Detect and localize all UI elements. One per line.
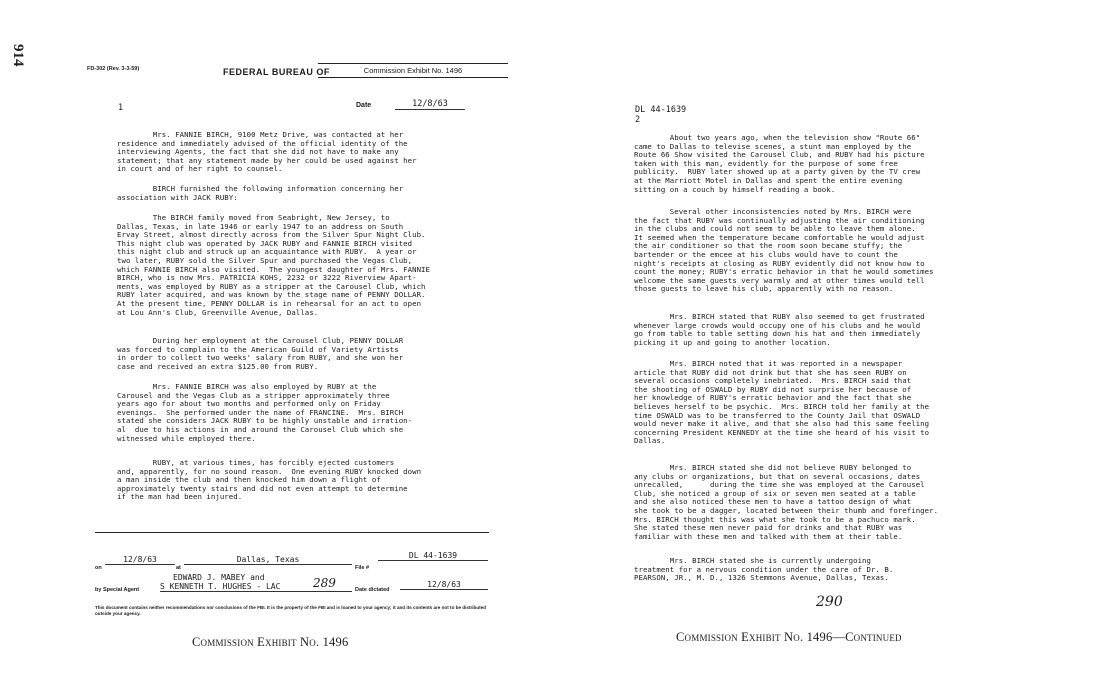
on-label: on — [95, 565, 102, 571]
right-file-number: DL 44-1639 — [635, 105, 687, 115]
exhibit-stamp: Commission Exhibit No. 1496 — [318, 63, 508, 78]
agents-line-2: S KENNETH T. HUGHES - LAC — [160, 582, 352, 592]
right-paragraph: About two years ago, when the television show "Route 66" came to Dallas to televise scenes, a stunt man employed by the Route 66 Show visited the Carousel Club, and RUBY had his picture taken with this man, evidently for the purpose of some free publicity. RUBY later showed up at a party given by the TV crew at the Marriott Motel in Dallas and spent the entire evening sitting on a couch by himself reading a book. — [634, 133, 925, 194]
right-paragraph: Mrs. BIRCH stated she did not believe RUBY belonged to any clubs or organizations, but that on several occasions, dates unrecalled, during the time she was employed at the Carousel Club, she noticed a group of six or seven men seated at a table and she also noticed these men to have a tattoo design of what she took to be a dagger, located between their thumb and forefinger. Mrs. BIRCH thought this was what she took to be a pachuco mark. She stated these men never paid for drinks and that RUBY was familiar with these men and talked with them at their table. — [634, 463, 939, 541]
footer-divider — [95, 532, 489, 533]
left-paragraph: Mrs. FANNIE BIRCH, 9100 Metz Drive, was contacted at her residence and immediately advised of the official identity of the interviewing Agents, the fact that she did not have to make any statement; that any statement made by her could be used against her in court and of her right to counsel. — [117, 130, 417, 174]
handwritten-page-number: 289 — [313, 576, 336, 590]
date-value: 12/8/63 — [395, 99, 465, 110]
right-page-number: 2 — [635, 115, 641, 125]
left-paragraph: During her employment at the Carousel Club, PENNY DOLLAR was forced to complain to the American Guild of Variety Artists in order to collect two weeks' salary from RUBY, and she won her case and received an extra $125.00 from RUBY. — [117, 336, 404, 371]
on-value: 12/8/63 — [105, 555, 175, 565]
left-paragraph: BIRCH furnished the following information concerning her association with JACK RUBY: — [117, 184, 404, 202]
left-paragraph: RUBY, at various times, has forcibly ejected customers and, apparently, for no sound reason. One evening RUBY knocked down a man inside the club and then knocked him down a flight of approximately twenty stairs and did not even attempt to determine if the man had been injured. — [117, 458, 422, 502]
left-page-number: 1 — [118, 103, 124, 113]
left-caption: Commission Exhibit No. 1496 — [192, 635, 349, 649]
bureau-heading: FEDERAL BUREAU OF — [223, 67, 330, 77]
dictated-value: 12/8/63 — [400, 580, 488, 590]
file-value: DL 44-1639 — [378, 551, 488, 561]
date-label: Date — [356, 102, 372, 109]
by-label: by Special Agent — [95, 587, 140, 593]
right-paragraph: Mrs. BIRCH noted that it was reported in a newspaper article that RUBY did not drink but that she has seen RUBY on several occasions completely inebriated. Mrs. BIRCH said that the shooting of OSWALD by RUBY did not surprise her because of her knowledge of RUBY's erratic behavior and the fact that she believes herself to be psychic. Mrs. BIRCH told her family at the time OSWALD was to be transferred to the County Jail that OSWALD would never make it alive, and that she also had this same feeling concerning President KENNEDY at the time she heard of his visit to Dallas. — [634, 359, 930, 446]
agents-line-1: EDWARD J. MABEY and — [173, 573, 265, 582]
left-paragraph: The BIRCH family moved from Seabright, New Jersey, to Dallas, Texas, in late 1946 or early 1947 to an address on South Ervay Street, almost directly across from the Silver Spur Night Club. This night club was operated by JACK RUBY and FANNIE BIRCH visited this night club and struck up an acquaintance with RUBY. A year or two later, RUBY sold the Silver Spur and purchased the Vegas Club, which FANNIE BIRCH also visited. The youngest daughter of Mrs. FANNIE BIRCH, who is now Mrs. PATRICIA KOHS, 2232 or 3222 Riverview Apart- ments, was employed by RUBY as a stripper at the Carousel Club, which RUBY later acquired, and was known by the stage name of PENNY DOLLAR. At the present time, PENNY DOLLAR is in rehearsal for an act to open at Lou Ann's Club, Greenville Avenue, Dallas. — [117, 213, 430, 317]
volume-page-number: 914 — [10, 44, 26, 67]
disclaimer: This document contains neither recommendations nor conclusions of the FBI. It is the property of the FBI and is loaned to your agency; it and its contents are not to be distributed outside your agency. — [95, 605, 487, 616]
left-paragraph: Mrs. FANNIE BIRCH was also employed by RUBY at the Carousel and the Vegas Club as a stripper approximately three years ago for about two months and performed only on Friday evenings. She performed under the name of FRANCINE. Mrs. BIRCH stated she considers JACK RUBY to be highly unstable and irration- al due to his actions in and around the Carousel Club which she witnessed while employed there. — [117, 382, 413, 443]
file-label: File # — [355, 565, 370, 571]
at-label: at — [176, 565, 181, 571]
right-caption: Commission Exhibit No. 1496—Continued — [676, 630, 902, 644]
at-value: Dallas, Texas — [184, 555, 352, 565]
right-paragraph: Mrs. BIRCH stated she is currently undergoing treatment for a nervous condition under the care of Dr. B. PEARSON, JR., M. D., 1326 Stemmons Avenue, Dallas, Texas. — [634, 556, 894, 583]
right-paragraph: Mrs. BIRCH stated that RUBY also seemed to get frustrated whenever large crowds would occupy one of his clubs and he would go from table to table setting down his hat and then immediately picking it up and going to another location. — [634, 312, 925, 347]
right-paragraph: Several other inconsistencies noted by Mrs. BIRCH were the fact that RUBY was continually adjusting the air conditioning in the clubs and could not seem to be able to leave them alone. It seemed when the temperature became comfortable he would adjust the air conditioner so that the room soon became stuffy; the bartender or the emcee at his clubs would have to count the night's receipts at closing as RUBY evidently did not know how to count the money; RUBY's erratic behavior in that he would sometimes welcome the same guests very warmly and at other times would tell those guests to leave his club, apparently with no reason. — [634, 207, 934, 294]
form-number: FD-302 (Rev. 3-3-59) — [87, 66, 140, 72]
handwritten-page-number: 290 — [816, 594, 843, 610]
dictated-label: Date dictated — [355, 587, 390, 593]
